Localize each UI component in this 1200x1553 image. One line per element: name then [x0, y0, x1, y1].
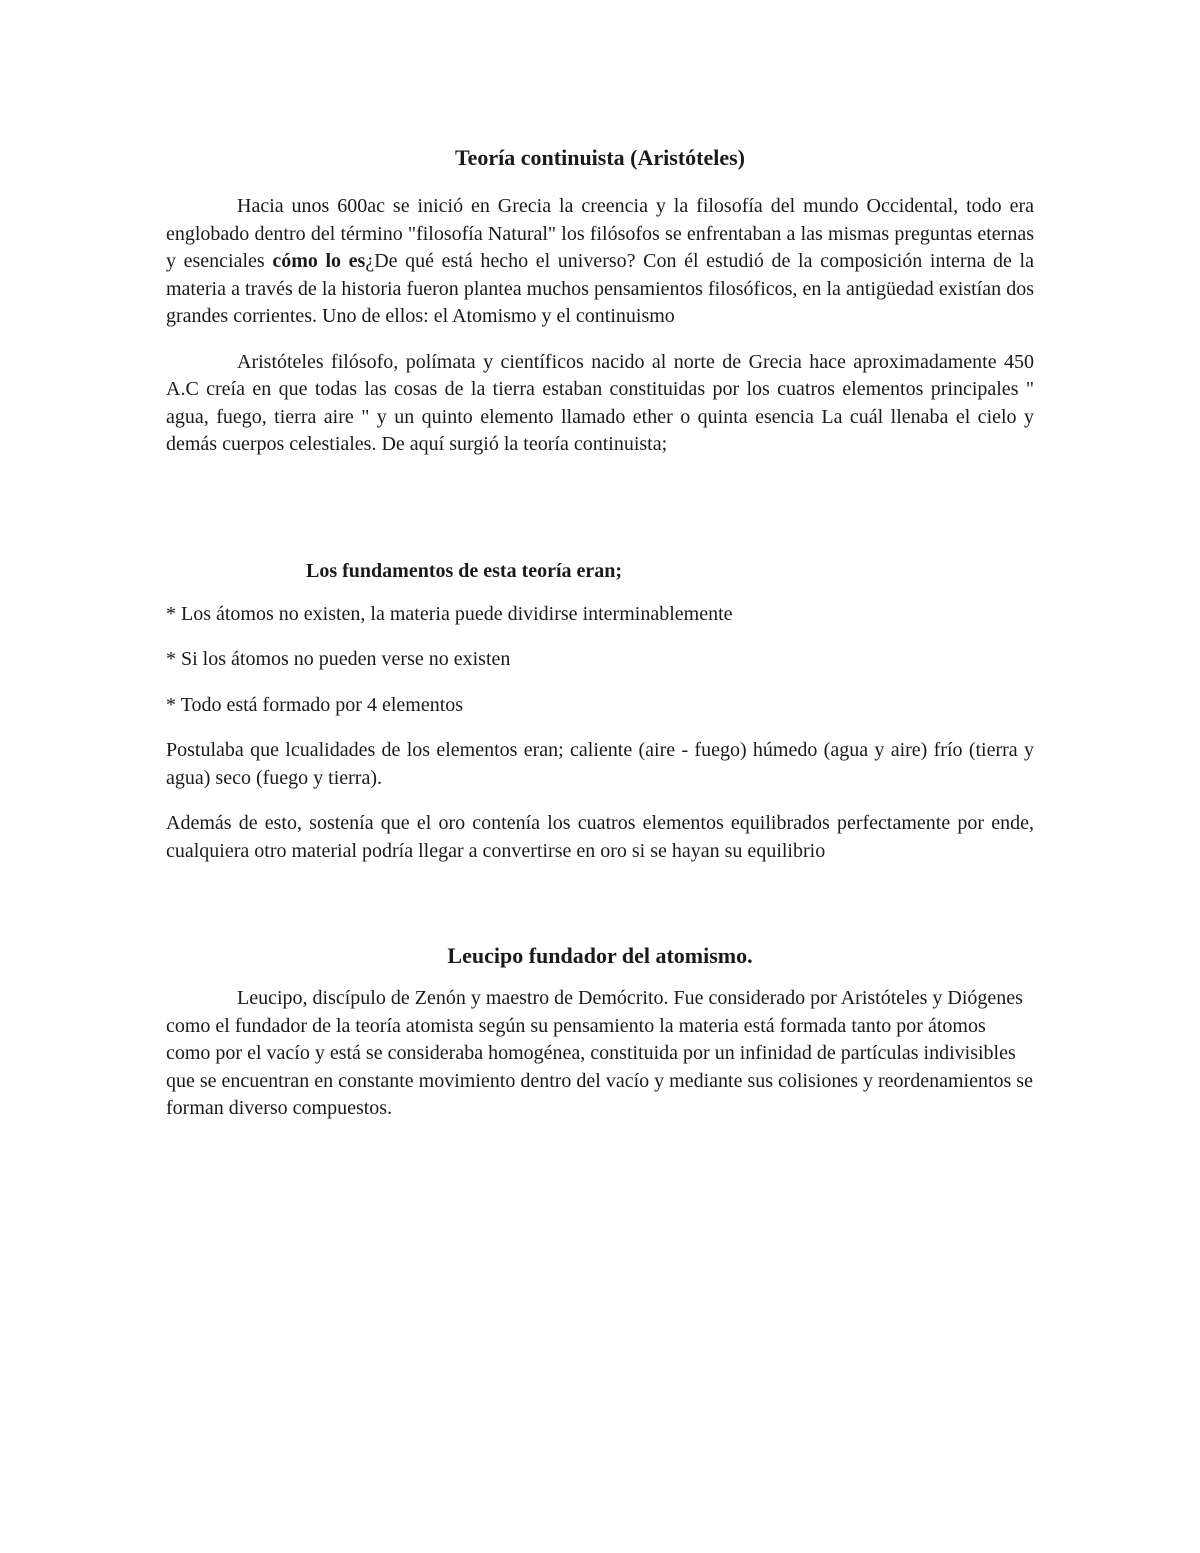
- paragraph-aristoteles: Aristóteles filósofo, polímata y científicos nacido al norte de Grecia hace aproximadamente 450 A.C creía en que todas las cosas de la tierra estaban constituidas por los cuatros elementos principales " agua, fuego, tierra aire " y un quinto elemento llamado ether o quinta esencia La cuál llenaba el cielo y demás cuerpos celestiales. De aquí surgió la teoría continuista;: [166, 350, 1034, 455]
- subheading-fundamentos: Los fundamentos de esta teoría eran;: [306, 559, 623, 582]
- paragraph-leucipo: Leucipo, discípulo de Zenón y maestro de Demócrito. Fue considerado por Aristóteles y Diógenes como el fundador de la teoría atomista según su pensamiento la materia está formada tanto por átomos como por el vacío y está se consideraba homogénea, constituida por un infinidad de partículas indivisibles que se encuentran en constante movimiento dentro del vacío y mediante sus colisiones y reordenamientos se forman diverso compuestos.: [166, 987, 1033, 1119]
- document-body: [166, 143, 1034, 1141]
- heading-teoria-continuista: Teoría continuista (Aristóteles): [454, 145, 746, 170]
- bullet-item-3: * Todo está formado por 4 elementos: [166, 693, 464, 716]
- paragraph-cualidades: Postulaba que lcualidades de los elementos eran; caliente (aire - fuego) húmedo (agua y aire) frío (tierra y agua) seco (fuego y tierra).: [166, 739, 1034, 789]
- heading-leucipo: Leucipo fundador del atomismo.: [447, 943, 753, 968]
- paragraph-intro-text-a: Hacia unos 600ac se inició en Grecia la creencia y la filosofía del mundo Occidental, todo era englobado dentro del término "filosofía Natural" los filósofos se enfrentaban a las mismas preguntas eternas y esenciales: [166, 195, 1034, 272]
- paragraph-intro-text-b: ¿De qué está hecho el universo? Con él estudió de la composición interna de la materia a través de la historia fueron plantea muchos pensamientos filosóficos, en la antigüedad existían dos grandes corrientes. Uno de ellos: el Atomismo y el continuismo: [166, 250, 1034, 327]
- paragraph-oro: Además de esto, sostenía que el oro contenía los cuatros elementos equilibrados perfectamente por ende, cualquiera otro material podría llegar a convertirse en oro si se hayan su equilibrio: [166, 812, 1034, 862]
- paragraph-intro: [166, 193, 1034, 331]
- bullet-item-1: * Los átomos no existen, la materia puede dividirse interminablemente: [166, 602, 733, 625]
- paragraph-intro-bold: cómo lo es: [272, 250, 366, 272]
- bullet-item-2: * Si los átomos no pueden verse no existen: [166, 648, 511, 670]
